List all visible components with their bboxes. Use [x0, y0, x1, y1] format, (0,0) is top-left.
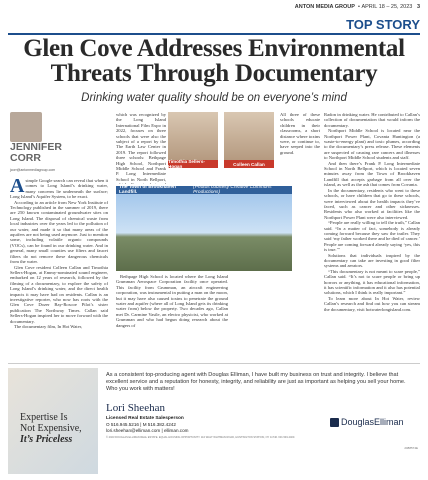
portrait-image: [168, 112, 218, 160]
landfill-photo: [116, 186, 292, 271]
author-name: [10, 142, 92, 164]
headline: [8, 36, 420, 86]
article-column-2-bottom: [116, 274, 228, 360]
article-column-3-top: [280, 112, 320, 182]
section-label: TOP STORY: [346, 16, 420, 32]
paragraph: To learn more about In Hot Water, review Callan’s research and find out how you can stream the documentary, visit hotwaterlongisland.com.: [324, 295, 420, 312]
ad-copy: As a consistent top-producing agent with Douglas Elliman, I have built my business on trust and integrity. I believe that excellent service and a reputation for honesty, integrity, and reliability are just as important as helping you sell your home. Who you work with matters!: [106, 372, 406, 392]
subheadline: Drinking water quality should be on everyone’s mind: [81, 92, 347, 104]
ad-tagline-line-1: Expertise Is: [20, 412, 68, 423]
agent-email[interactable]: lori.sheehan@elliman.com | elliman.com: [106, 427, 189, 433]
logo-mark-icon: [330, 418, 339, 427]
paragraph: Radon in drinking water. He contributed to Callan’s collection of documentation that would inform the documentary.: [324, 112, 420, 128]
article-column-4: [324, 112, 420, 360]
brokerage-logo: [330, 417, 404, 427]
paragraph: Bethpage High School is located where the Long Island Grumman Aerospace Corporation facility once operated. This facility from Grumman, an aircraft engineering corporation, was instrumental in putting a man on the moon, but it may have also caused toxins to penetrate the ground water and aquifer (where all of Long Island gets its drinking water from) below the property. Two decades ago, Callan met Dr. Carmine Vasile, an electro physicist, who worked at Grumman and who had begun doing research about the dangers of: [116, 274, 228, 328]
agent-name: Lori Sheehan: [106, 402, 165, 414]
paragraph: In the documentary, residents who went to these schools, or have children that go to these schools, were interviewed about the health impacts they’ve faced, such as cancer and other sicknesses. Residents who also worked at facilities like the Northport Power Plant were also interviewed.: [324, 187, 420, 220]
paragraph: which was recognized by the Long Island International Film Expo in 2022, focuses on three schools that were also the subject of a report by the The Earth Law Center in 2019. The report followed three schools: Bethpage High School, Northport Middle School and Frank P. Long Intermediate School in North Bellport,: [116, 112, 166, 182]
paragraph: Solutions that individuals inspired by the documentary can take are investing in good filter systems and aerators.: [324, 252, 420, 269]
page-number: 3: [416, 4, 420, 10]
ad-legal-text: © 2023 DOUGLAS ELLIMAN REAL ESTATE. EQUAL HOUSING OPPORTUNITY. 110 WALT WHITMAN ROAD, HUNTINGTON STATION, NY 11746. 631.549.4400.: [106, 436, 296, 439]
paragraph: And then there’s Frank P. Long Intermediate School in North Bellport, which is located seven minutes away from the Town of Brookhaven Landfill that accepts garbage from all over the island, as well as the ash that comes from Covanta.: [324, 160, 420, 188]
headline-line-2: Threats Through Documentary: [50, 60, 378, 87]
author-photo: [10, 112, 42, 142]
paragraph: “This documentary is not meant to scare people,” Callan said. “It’s not to scare people or bring up horrors or anything, it has educational information, it has scientific information and it also has potential solutions, which I think is really important.”: [324, 268, 420, 296]
headline-line-1: Glen Cove Addresses Environmental: [23, 35, 405, 62]
ad-code: 2088574E: [404, 446, 418, 450]
paragraph: “People are really willing to tell the truth,” Callan said. “In a matter of fact, somebody is already coming forward because they saw the trailer. They said ‘my father worked there and he died of cancer.’ People are coming forward already saying ‘yes, this is true.’”: [324, 220, 420, 253]
publication-name: ANTON MEDIA GROUP: [294, 4, 355, 10]
agent-title: Licensed Real Estate Salesperson: [106, 416, 184, 421]
ad-tagline-line-3: It’s Priceless: [20, 434, 73, 445]
author-block: [10, 112, 80, 177]
paragraph: Northport Middle School is located near the Northport Power Plant, Covanta Huntington (a waste-to-energy plant) and toxic plumes, according to the documentary’s press release. These elements are suspected of causing rare cancers and illnesses to Northport Middle School students and staff.: [324, 128, 420, 161]
paragraph: The documentary film, In Hot Water,: [14, 323, 83, 329]
portrait-image: [224, 112, 274, 160]
author-last-name: CORR: [10, 152, 41, 164]
paragraph: All three of these schools educate children in their classrooms, a short distance where toxins were, or continue to, have seeped into the ground.: [280, 112, 320, 155]
article-column-2-top: [116, 112, 166, 184]
page-header: ANTON MEDIA GROUP • APRIL 18 – 25, 2023 3: [294, 4, 420, 10]
portrait-callan: [224, 112, 274, 168]
paragraph: According to an article from New York Institute of Technology published in the summer of 2019, there are 250 known contaminated groundwater sites on Long Island. The disposal of chemical waste from local industries over the years led to the pollution of our water, and made it so that many areas of the aquifers are not being used anymore. Just to mention some, including volatile organic compounds (VOCs), can be found in our drinking water. And in general, many small counties use filters and faucet filters do not remove these dangerous chemicals from the water.: [10, 199, 108, 265]
real-estate-ad: [8, 363, 420, 480]
ad-tagline: [20, 412, 82, 445]
paragraph: simple Google search can reveal that when it comes to Long Island’s drinking water, many concerns lie underneath the surface; Long Island’s Aquifer System, to be exact.: [10, 178, 108, 200]
agent-contact: [106, 422, 188, 434]
drop-cap: A: [10, 178, 25, 197]
photo-credit: (Photos courtesy Creative Commons Productions): [193, 185, 272, 195]
portrait-label: Colleen Callan: [224, 160, 274, 168]
portrait-label: Timothia Sellers-Hogan: [168, 160, 218, 168]
article-column-1: [10, 178, 108, 360]
author-first-name: JENNIFER: [10, 141, 62, 153]
portrait-sellers-hogan: [168, 112, 218, 168]
agent-phones: O 516.945.5216 | M 516.382.4242: [106, 422, 176, 427]
logo-text: DouglasElliman: [341, 417, 404, 427]
photo-caption-title: The Town of Brookhaven Landfill.: [119, 185, 176, 195]
issue-date: APRIL 18 – 25, 2023: [361, 4, 413, 10]
author-email: jcorr@antonmediagroup.com: [10, 168, 56, 172]
photo-caption: [116, 186, 292, 194]
ad-tagline-line-2: Not Expensive,: [20, 423, 82, 434]
paragraph: Glen Cove resident Colleen Callan and Timothia Sellers-Hogan, at Emmy-nominated sound engineer, embarked on 12 years of research, followed by the filming of a documentary, to explore the safety of Long Island’s drinking water, and the direct health impacts it may have had on residents. Callan is an investigative reporter, who now has roots with the Glen Cove Dozer Bay-Roscoe Pilot’s sister publication The Northway Times. Callan said Sellers-Hogan inspired her to move forward with the documentary.: [10, 264, 108, 324]
